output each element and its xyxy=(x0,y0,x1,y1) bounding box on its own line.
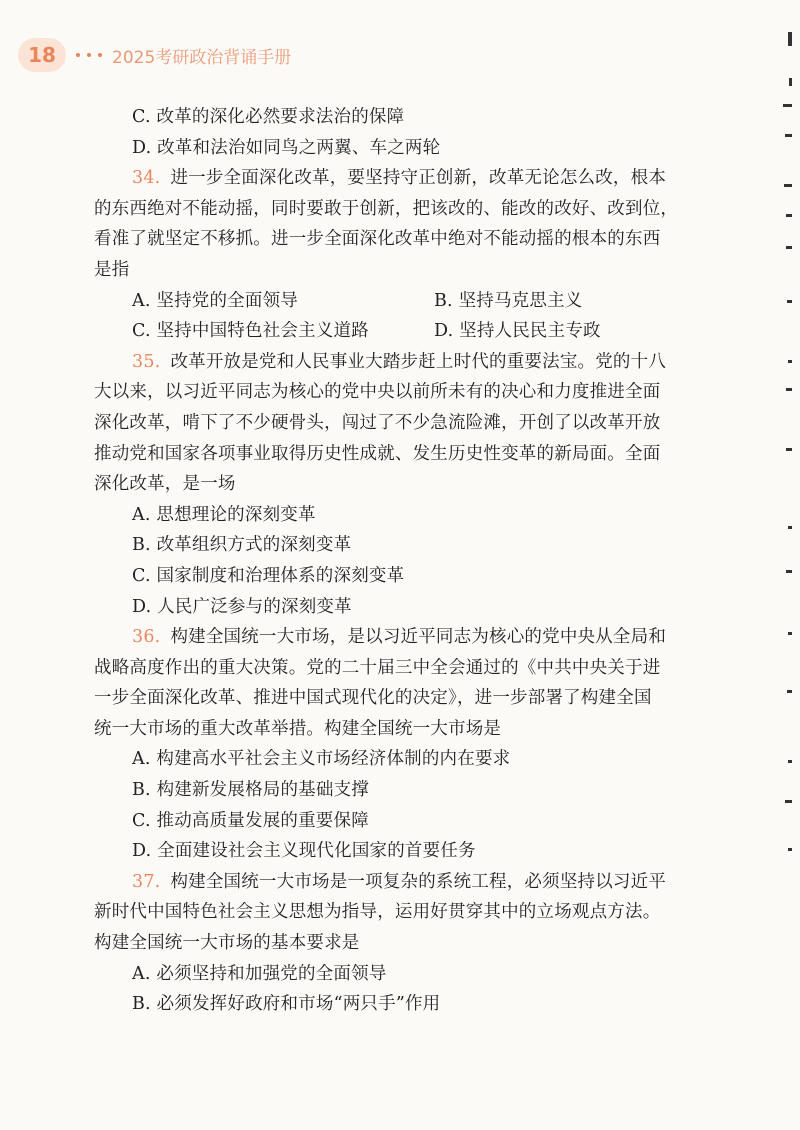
dot-icon xyxy=(87,53,91,57)
option-q37-a: A. 必须坚持和加强党的全面领导 xyxy=(132,963,387,984)
option-q37-b: B. 必须发挥好政府和市场“两只手”作用 xyxy=(132,994,441,1015)
question-number: 34. xyxy=(132,168,161,189)
edge-mark xyxy=(786,214,792,217)
option-q36-c: C. 推动高质量发展的重要保障 xyxy=(132,810,369,831)
option-q36-d: D. 全面建设社会主义现代化国家的首要任务 xyxy=(132,841,476,862)
option-q34-c: C. 坚持中国特色社会主义道路 xyxy=(132,321,369,342)
edge-mark xyxy=(788,526,792,529)
book-title: 2025考研政治背诵手册 xyxy=(112,47,292,68)
question-text: 构建全国统一大市场是一项复杂的系统工程，必须坚持以习近平 xyxy=(170,871,667,892)
edge-mark xyxy=(786,388,792,391)
option-q34-d: D. 坚持人民民主专政 xyxy=(434,321,601,342)
question-36-line-1 xyxy=(94,622,706,653)
header-dots xyxy=(76,53,102,57)
option-q35-c: C. 国家制度和治理体系的深刻变革 xyxy=(132,565,405,586)
question-35-line-2: 大以来，以习近平同志为核心的党中央以前所未有的决心和力度推进全面 xyxy=(94,382,661,403)
question-34-line-1 xyxy=(94,163,706,194)
page-edge-marks xyxy=(770,0,800,1130)
option-q33-c: C. 改革的深化必然要求法治的保障 xyxy=(132,107,405,127)
edge-mark xyxy=(788,360,792,363)
question-36-line-3: 一步全面深化改革、推进中国式现代化的决定》，进一步部署了构建全国 xyxy=(94,688,652,709)
edge-mark xyxy=(785,800,792,803)
option-q34-a: A. 坚持党的全面领导 xyxy=(132,290,298,311)
question-text: 构建全国统一大市场，是以习近平同志为核心的党中央从全局和 xyxy=(170,627,667,648)
question-text: 改革开放是党和人民事业大踏步赶上时代的重要法宝。党的十八 xyxy=(170,351,667,372)
option-q34-b: B. 坚持马克思主义 xyxy=(434,290,583,311)
page-content xyxy=(94,102,706,1020)
option-q36-b: B. 构建新发展格局的基础支撑 xyxy=(132,780,369,801)
edge-mark xyxy=(787,690,792,693)
question-36-line-2: 战略高度作出的重大决策。党的二十届三中全会通过的《中共中央关于进 xyxy=(94,657,661,678)
edge-mark xyxy=(788,760,792,763)
edge-mark xyxy=(785,134,792,137)
question-37-line-1 xyxy=(94,867,706,898)
option-q35-d: D. 人民广泛参与的深刻变革 xyxy=(132,596,352,617)
option-q35-b: B. 改革组织方式的深刻变革 xyxy=(132,535,352,556)
question-36-line-4: 统一大市场的重大改革举措。构建全国统一大市场是 xyxy=(94,718,502,739)
edge-mark xyxy=(788,848,792,851)
question-34-line-2: 的东西绝对不能动摇，同时要敢于创新，把该改的、能改的改好、改到位， xyxy=(94,198,679,219)
question-35-line-3: 深化改革，啃下了不少硬骨头，闯过了不少急流险滩，开创了以改革开放 xyxy=(94,412,661,433)
edge-mark xyxy=(786,570,792,573)
question-35-line-5: 深化改革，是一场 xyxy=(94,474,236,495)
question-37-line-2: 新时代中国特色社会主义思想为指导，运用好贯穿其中的立场观点方法。 xyxy=(94,902,661,923)
option-q36-a: A. 构建高水平社会主义市场经济体制的内在要求 xyxy=(132,749,511,770)
question-37-line-3: 构建全国统一大市场的基本要求是 xyxy=(94,933,360,954)
page-number: 18 xyxy=(18,38,66,72)
edge-mark xyxy=(788,32,792,46)
edge-mark xyxy=(787,300,792,303)
edge-mark xyxy=(784,184,792,187)
option-q35-a: A. 思想理论的深刻变革 xyxy=(132,504,316,525)
option-q33-d: D. 改革和法治如同鸟之两翼、车之两轮 xyxy=(132,137,441,158)
edge-mark xyxy=(789,78,792,86)
page-header xyxy=(18,38,291,72)
options-row xyxy=(94,286,706,317)
question-35-line-4: 推动党和国家各项事业取得历史性成就、发生历史性变革的新局面。全面 xyxy=(94,443,661,464)
question-34-line-3: 看准了就坚定不移抓。进一步全面深化改革中绝对不能动摇的根本的东西 xyxy=(94,229,661,250)
question-35-line-1 xyxy=(94,347,706,378)
question-number: 37. xyxy=(132,871,161,892)
dot-icon xyxy=(98,53,102,57)
edge-mark xyxy=(788,632,792,635)
edge-mark xyxy=(786,246,792,249)
question-number: 36. xyxy=(132,627,161,648)
question-text: 进一步全面深化改革，要坚持守正创新，改革无论怎么改，根本 xyxy=(170,168,667,189)
dot-icon xyxy=(76,53,80,57)
options-row xyxy=(94,316,706,347)
question-34-line-4: 是指 xyxy=(94,259,130,280)
edge-mark xyxy=(783,104,792,107)
edge-mark xyxy=(786,448,792,451)
question-number: 35. xyxy=(132,351,161,372)
